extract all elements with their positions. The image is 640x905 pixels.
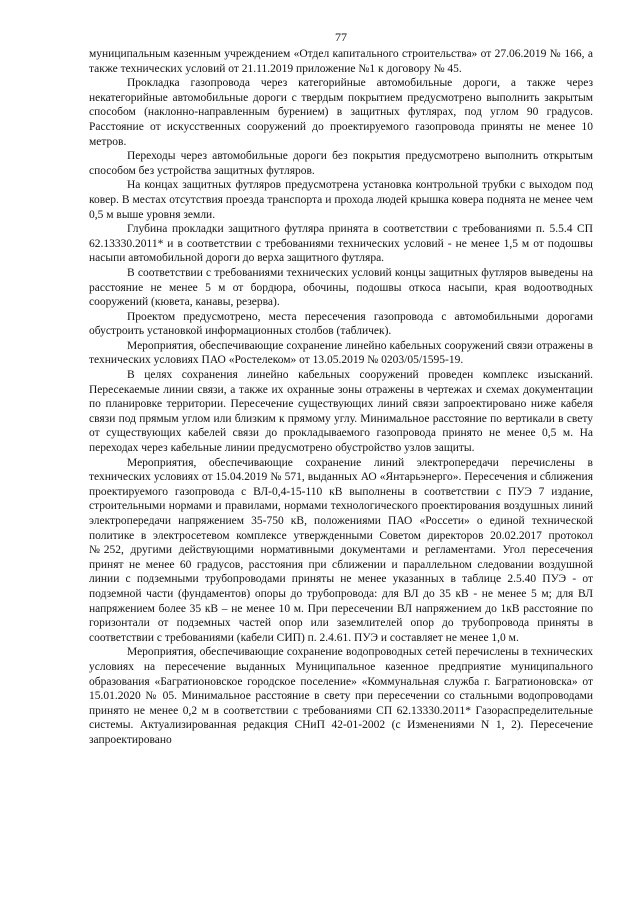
paragraph: В соответствии с требованиями технических условий концы защитных футляров выведены на расстояние не менее 5 м от бордюра, обочины, подошвы откоса насыпи, края водоотводных сооружений (кювета, канавы, резерва). [89,266,593,309]
paragraph: Проектом предусмотрено, места пересечения газопровода с автомобильными дорогами обустроить установкой информационных столбов (табличек). [89,310,593,338]
paragraph: Глубина прокладки защитного футляра принята в соответствии с требованиями п. 5.5.4 СП 62.13330.2011* и в соответствии с требованиями технических условий - не менее 1,5 м от подошвы насыпи автомобильной дороги до верха защитного футляра. [89,223,593,265]
paragraph: муниципальным казенным учреждением «Отдел капитального строительства» от 27.06.2019 № 166, а также технических условий от 21.11.2019 приложение №1 к договору № 45. [89,48,593,75]
paragraph: В целях сохранения линейно кабельных сооружений проведен комплекс изысканий. Пересекаемые линии связи, а также их охранные зоны отражены в чертежах и схемах документации по планировке территории. Пересечение существующих линий связи запроектировано ниже кабеля связи под прямым углом или близким к прямому углу. Минимальное расстояние по вертикали в свету от существующих кабелей связи до прокладываемого газопровода принято не менее 0,5 м. На переходах через кабельные линии предусмотрено обустройство узлов защиты. [89,369,593,455]
paragraph: Переходы через автомобильные дороги без покрытия предусмотрено выполнить открытым способом без устройства защитных футляров. [89,150,593,177]
paragraph: Мероприятия, обеспечивающие сохранение водопроводных сетей перечислены в технических условиях на пересечение выданных Муниципальное казенное предприятие муниципального образования «Багратионовское городское поселение» «Коммунальная служба г. Багратионовска» от 15.01.2020 № 05. Минимальное расстояние в свету при пересечении со стальными водопроводами принято не менее 0,2 м в соответствии с требованиями СП 62.13330.2011* Газораспределительные системы. Актуализированная редакция СНиП 42-01-2002 (с Изменениями N 1, 2). Пересечение запроектировано [89,646,593,746]
paragraph: Мероприятия, обеспечивающие сохранение линий электропередачи перечислены в технических условиях от 15.04.2019 № 571, выданных АО «Янтарьэнерго». Пересечения и сближения проектируемого газопровода с ВЛ-0,4-15-110 кВ выполнены в соответствии с ПУЭ 7 издание, строительными нормами и правилами, нормами технологического проектирования воздушных линий электропередачи напряжением 35-750 кВ, положениями ПАО «Россети» о единой технической политике в электросетевом комплексе утвержденными Советом директоров 20.02.2017 протокол №252, другими действующими нормативными документами и регламентами. Угол пересечения принят не менее 60 градусов, расстояния при сближении и параллельном следовании воздушной линии с подземными трубопроводами приняты не менее указанных в таблице 2.5.40 ПУЭ - от подземной части (фундаментов) опоры до трубопровода: для ВЛ до 35 кВ - не менее 5 м; для ВЛ напряжением более 35 кВ – не менее 10 м. При пересечении ВЛ напряжением до 1кВ расстояние по горизонтали от подземных частей опор или заземлителей опор до трубопровода приняты в соответствии с требованиями (кабели СИП) п. 2.4.61. ПУЭ и составляет не менее 1,0 м. [89,456,593,644]
page-number: 77 [335,30,347,44]
paragraph: На концах защитных футляров предусмотрена установка контрольной трубки с выходом под ковер. В местах отсутствия проезда транспорта и прохода людей крышка ковера поднята не менее чем 0,5 м выше уровня земли. [89,179,593,221]
paragraph: Прокладка газопровода через категорийные автомобильные дороги, а также через некатегорийные автомобильные дороги с твердым покрытием предусмотрено выполнить закрытым способом (наклонно-направленным бурением) в защитных футлярах, под углом 90 градусов. Расстояние от искусственных сооружений до проектируемого газопровода приняты не менее 10 метров. [89,77,593,148]
paragraph: Мероприятия, обеспечивающие сохранение линейно кабельных сооружений связи отражены в технических условиях ПАО «Ростелеком» от 13.05.2019 № 0203/05/1595-19. [89,339,593,367]
